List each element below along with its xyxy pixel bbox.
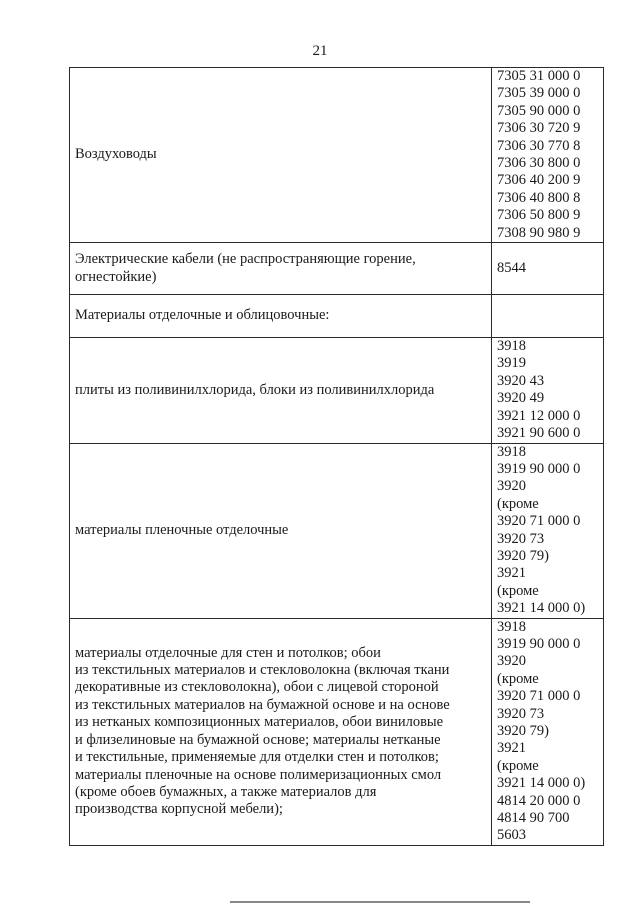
tnved-code: 7306 40 200 9: [497, 172, 581, 189]
material-name-cell: [70, 68, 492, 243]
table-row: [70, 338, 604, 443]
tnved-code: 7306 30 800 0: [497, 155, 581, 172]
material-name-cell: [70, 443, 492, 618]
tnved-code-cell: [492, 443, 604, 618]
tnved-code-cell: [492, 68, 604, 243]
tnved-code: 3918: [497, 443, 526, 460]
tnved-code: 3920: [497, 653, 526, 670]
tnved-code: 8544: [497, 259, 526, 276]
material-name-cell: [70, 243, 492, 295]
tnved-code-cell: [492, 243, 604, 295]
tnved-code: 3920 71 000 0: [497, 688, 581, 705]
tnved-code: (кроме: [497, 582, 539, 599]
tnved-code: 3920 49: [497, 390, 545, 407]
tnved-code: 4814 20 000 0: [497, 792, 581, 809]
tnved-code: (кроме: [497, 670, 539, 687]
material-name-line: из текстильных материалов на бумажной основе и на основе: [75, 696, 450, 713]
material-name-line: огнестойкие): [75, 268, 157, 285]
tnved-code: (кроме: [497, 757, 539, 774]
tnved-code: 3920: [497, 478, 526, 495]
table-row: [70, 243, 604, 295]
material-name-line: Электрические кабели (не распространяющие горение,: [75, 251, 416, 268]
tnved-code: (кроме: [497, 495, 539, 512]
tnved-code: 7305 31 000 0: [497, 68, 581, 84]
tnved-code: 3921 14 000 0): [497, 775, 586, 792]
material-name-cell: [70, 618, 492, 845]
tnved-code: 3921: [497, 565, 526, 582]
tnved-code-cell: [492, 295, 604, 338]
tnved-code: 3920 73: [497, 530, 545, 547]
material-name-line: (кроме обоев бумажных, а также материалов для: [75, 783, 377, 800]
tnved-code: 3921 14 000 0): [497, 600, 586, 617]
table-row: [70, 68, 604, 243]
tnved-code: 3920 43: [497, 372, 545, 389]
material-name-line: и флизелиновые на бумажной основе; материалы нетканые: [75, 731, 441, 748]
tnved-code: 3918: [497, 618, 526, 635]
tnved-code: 3919 90 000 0: [497, 460, 581, 477]
tnved-code: 3921 90 600 0: [497, 425, 581, 442]
table-row: [70, 618, 604, 845]
material-name-line: и текстильные, применяемые для отделки стен и потолков;: [75, 749, 439, 766]
table-row: [70, 295, 604, 338]
material-name-line: материалы пленочные на основе полимеризационных смол: [75, 766, 442, 783]
material-name-line: декоративные из стекловолокна), обои с лицевой стороной: [75, 679, 439, 696]
tnved-code: 7305 39 000 0: [497, 85, 581, 102]
material-name-line: из текстильных материалов и стекловолокна (включая ткани: [75, 662, 450, 679]
tnved-code: 7306 30 770 8: [497, 137, 581, 154]
codes-table: [69, 67, 604, 846]
table-row: [70, 443, 604, 618]
tnved-code: 3920 79): [497, 547, 549, 564]
tnved-code: 3920 79): [497, 723, 549, 739]
material-name-line: производства корпусной мебели);: [75, 801, 283, 818]
material-name-cell: [70, 338, 492, 443]
material-name-line: материалы отделочные для стен и потолков; обои: [75, 644, 381, 661]
tnved-code-cell: [492, 338, 604, 443]
material-name-line: Воздуховоды: [75, 146, 157, 163]
tnved-code: 3918: [497, 338, 526, 355]
tnved-code: 3919: [497, 355, 526, 372]
tnved-code: 3919 90 000 0: [497, 635, 581, 652]
tnved-code: 5603: [497, 827, 526, 844]
material-name-line: плиты из поливинилхлорида, блоки из поливинилхлорида: [75, 381, 435, 398]
material-name-line: из нетканых композиционных материалов, обои виниловые: [75, 714, 444, 731]
page-number: 21: [312, 43, 328, 59]
scan-edge-mark: [230, 901, 530, 903]
tnved-code: 3920 73: [497, 705, 545, 722]
tnved-code: 7306 40 800 8: [497, 189, 581, 206]
tnved-code: 3920 71 000 0: [497, 513, 581, 530]
tnved-code-cell: [492, 618, 604, 845]
tnved-code: 3921: [497, 740, 526, 757]
tnved-code: 3921 12 000 0: [497, 407, 581, 424]
material-name-line: Материалы отделочные и облицовочные:: [75, 307, 330, 324]
tnved-code: 4814 90 700: [497, 810, 570, 827]
tnved-code: 7308 90 980 9: [497, 224, 581, 241]
tnved-code: 7305 90 000 0: [497, 102, 581, 119]
codes-table-body: [70, 68, 604, 846]
tnved-code: 7306 30 720 9: [497, 120, 581, 137]
material-name-cell: [70, 295, 492, 338]
material-name-line: материалы пленочные отделочные: [75, 521, 289, 538]
tnved-code: 7306 50 800 9: [497, 207, 581, 224]
